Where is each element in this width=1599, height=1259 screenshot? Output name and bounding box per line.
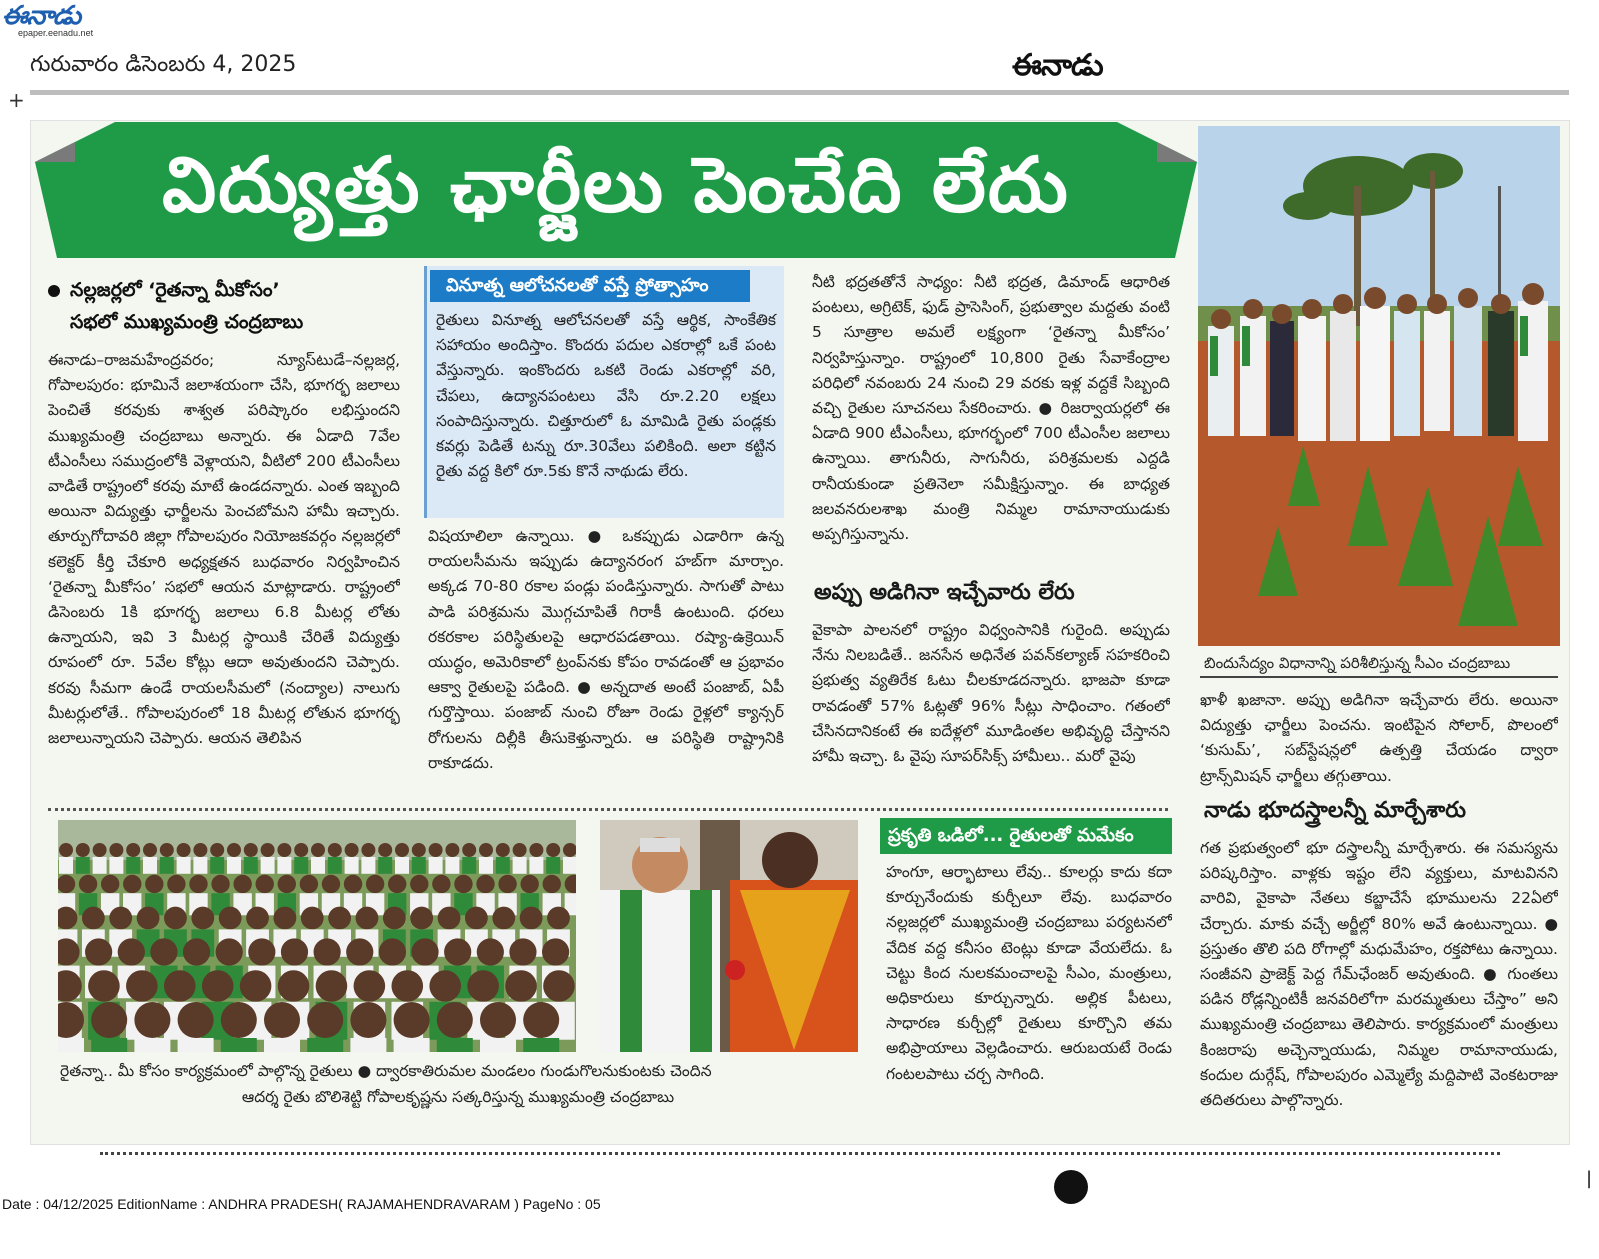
crowd-head [314,938,341,965]
crowd-head [273,907,296,930]
crowd-head [300,875,318,893]
crowd-head [216,938,243,965]
crowd-head [345,843,359,857]
crowd-head [202,970,234,1002]
crowd-head [183,938,210,965]
crowd-head [88,970,120,1002]
body-column-2-text: విషయాలిలా ఉన్నాయి. ● ఒకప్పుడు ఎడారిగా ఉన్న రాయలసీమను ఇప్పుడు ఉద్యానరంగ హబ్‌గా మార్చాం. అక్కడ 70-80 రకాల పండ్లు పండిస్తున్నారు. సాగుతో పాటు పాడి పరిశ్రమను మొగ్గచూపితే గిరాకీ ఉంటుంది. ధరలు రకరకాల పరిస్థితులపై ఆధారపడతాయి. రష్యా-ఉక్రెయిన్ యుద్ధం, అమెరికాలో ట్రంప్‌నకు కోపం రావడంతో ఆ ప్రభావం ఆక్వా రైతులపై పడింది. ● అన్నదాత అంటే పంజాబ్, ఏపీ గుర్తొస్తాయి. పంజాబ్ నుంచి రోజూ రెండు రైళ్లలో క్యాన్సర్ రోగులను దిల్లీకి తీసుకెళ్తున్నారు. ఆ పరిస్థితి రాష్ట్రానికి రాకూడదు. [428,527,784,772]
photo-caption-right: బిందుసేద్యం విధానాన్ని పరిశీలిస్తున్న సీఎం చంద్రబాబు [1200,648,1558,678]
crowd-head [294,843,308,857]
crowd-body [394,1038,430,1052]
crowd-head [244,843,258,857]
crowd-body [513,857,527,874]
crowd-head [160,843,174,857]
crowd-head [109,907,132,930]
crowd-head [281,938,308,965]
crowd-head [477,938,504,965]
logo-url: epaper.eenadu.net [18,28,94,38]
crowd-head [411,938,438,965]
crowd-body [93,857,107,874]
crowd-body [345,857,359,874]
bullet-icon [48,285,60,297]
kicker [48,274,408,338]
crowd-head [118,938,145,965]
crowd-head [432,875,450,893]
crowd-body [395,857,409,874]
crowd-head [278,970,310,1002]
crowd-head [79,875,97,893]
crowd-head [219,907,242,930]
crowd-head [520,907,543,930]
crowd-body [328,857,342,874]
crowd-head [240,970,272,1002]
body-column-3 [812,270,1170,574]
drip-irrigation-photo[interactable] [1198,126,1560,646]
body-column-3b [812,618,1170,796]
crowd-body [178,1038,214,1052]
crowd-body [109,857,123,874]
crowd-body [264,1038,300,1052]
crowd-head [227,843,241,857]
crowd-body [479,857,493,874]
crowd-head [246,907,269,930]
crowd-head [509,938,536,965]
crowd-body [58,1038,84,1052]
crowd-head [221,1002,257,1038]
crowd-body [76,857,90,874]
crowd-head [76,843,90,857]
crowd-body [496,857,510,874]
crop-mark-right-icon: | [1586,1168,1593,1189]
crowd-head [189,875,207,893]
crowd-head [211,875,229,893]
felicitation-photo[interactable] [600,820,858,1052]
crowd-head [164,970,196,1002]
crowd-head [350,1002,386,1038]
crowd-head [328,907,351,930]
eenadu-logo[interactable] [2,2,122,42]
crowd-body [261,857,275,874]
subheading-land-records: నాడు భూదస్త్రాలన్నీ మార్చేశారు [1204,798,1466,823]
sidebar-box-blue-text: రైతులు వినూత్న ఆలోచనలతో వస్తే ఆర్థిక, సాంకేతిక సహాయం అందిస్తాం. కొందరు పదుల ఎకరాల్లో ఒకే పంట వేస్తున్నారు. ఇంకొందరు ఒకటి రెండు ఎకరాల్లో వరి, చేపలు, ఉద్యానపంటలు వేసి రూ.2.20 లక్షలు సంపాదిస్తున్నారు. చిత్తూరులో ఓ మామిడి రైతు పండ్లకు కవర్లు పెడితే టన్ను రూ.30వేలు పలికింది. అలా కట్టిన రైతు వద్ద కిలో రూ.5కు కొనే నాథుడు లేరు. [436,311,776,481]
crowd-head [546,843,560,857]
crowd-head [410,907,433,930]
farmers-crowd-photo[interactable] [58,820,576,1052]
crowd-head [467,970,499,1002]
crowd-head [498,875,516,893]
crowd-body [227,857,241,874]
photo-caption-bottom [60,1058,856,1110]
crowd-body [307,1038,343,1052]
crowd-head [256,875,274,893]
crowd-body [412,857,426,874]
crowd-head [356,907,379,930]
crowd-head [547,907,570,930]
crowd-head [85,938,112,965]
crowd-body [523,1038,559,1052]
crowd-head [301,907,324,930]
dateline: గురువారం డిసెంబరు 4, 2025 [30,52,297,77]
felicitation-illustration [600,820,858,1052]
crowd-body [221,1038,257,1052]
masthead: ఈనాడు [1012,48,1103,83]
crowd-head [462,843,476,857]
crowd-head [322,875,340,893]
photo-caption-bottom-line1: రైతన్నా.. మీ కోసం కార్యక్రమంలో పాల్గొన్న రైతులు ● ద్వారకాతిరుమల మండలం గుండుగొలనుకుంటకు చెందిన [60,1062,712,1080]
crowd-head [191,907,214,930]
crowd-body [294,857,308,874]
crowd-head [354,970,386,1002]
crowd-head [210,843,224,857]
body-column-1-text: ఈనాడు–రాజమహేంద్రవరం; న్యూస్‌టుడే–నల్లజర్ల, గోపాలపురం: భూమినే జలాశయంగా చేసి, భూగర్భ జలాలు పెంచితే కరవుకు శాశ్వత పరిష్కారం లభిస్తుందని ముఖ్యమంత్రి చంద్రబాబు అన్నారు. ఈ ఏడాది 7వేల టీఎంసీలు సముద్రంలోకి వెళ్లాయని, వీటిలో 200 టీఎంసీలు వాడితే రాష్ట్రంలో కరవు మాటే ఉండదన్నారు. ఎంత ఇబ్బంది అయినా విద్యుత్తు ఛార్జీలను పెంచబోమని హామీ ఇచ్చారు. తూర్పుగోదావరి జిల్లా గోపాలపురం నియోజకవర్గం నల్లజర్లలో కలెక్టర్ కీర్తి చేకూరి అధ్యక్షతన బుధవారం నిర్వహించిన ‘రైతన్నా మీకోసం’ సభలో ఆయన మాట్లాడారు. రాష్ట్రంలో డిసెంబరు 1కి భూగర్భ జలాలు 6.8 మీటర్ల లోతు ఉన్నాయని, ఇవి 3 మీటర్ల స్థాయికి చేరితే విద్యుత్తు రూపంలో రూ. 5వేల కోట్లు ఆదా అవుతుందని చెప్పారు. కరవు సీమగా ఉండే రాయలసీమలో (నంద్యాల) నాలుగు మీటర్లులోతే.. గోపాలపురంలో 18 మీటర్ల లోతున భూగర్భ జలాలున్నాయని చెప్పారు. ఆయన తెలిపిన [48,351,400,748]
sidebar-box-green-heading: ప్రకృతి ఒడిలో... రైతులతో మమేకం [880,818,1172,854]
crowd-head [101,875,119,893]
crowd-head [513,843,527,857]
crowd-body [193,857,207,874]
crowd-head [91,1002,127,1038]
crowd-head [410,875,428,893]
dotted-divider [48,808,1168,811]
crowd-head [496,843,510,857]
sidebar-box-blue-heading: వినూత్న ఆలోచనలతో వస్తే ప్రోత్సాహం [430,270,750,302]
crowd-head [316,970,348,1002]
crowd-head [328,843,342,857]
crowd-head [520,875,538,893]
crowd-head [143,843,157,857]
crowd-head [93,843,107,857]
drip-irrigation-illustration [1198,126,1560,646]
crowd-body [462,857,476,874]
crowd-head [82,907,105,930]
crowd-head [264,1002,300,1038]
crowd-head [388,875,406,893]
crowd-body [529,857,543,874]
crowd-body [546,857,560,874]
crowd-body [91,1038,127,1052]
crowd-head [134,1002,170,1038]
photo-caption-bottom-line2: ఆదర్శ రైతు బొలిశెట్టి గోపాలకృష్ణను సత్కరిస్తున్న ముఖ్యమంత్రి చంద్రబాబు [241,1088,675,1106]
crowd-head [444,938,471,965]
crowd-body [480,1038,516,1052]
crowd-body [429,857,443,874]
body-column-3-text: నీటి భద్రతతోనే సాధ్యం: నీటి భద్రత, డిమాండ్ ఆధారిత పంటలు, అగ్రిటెక్, ఫుడ్ ప్రాసెసింగ్, ప్రభుత్వాల మద్దతు వంటి 5 సూత్రాల అమలే లక్ష్యంగా ‘రైతన్నా మీకోసం’ నిర్వహిస్తున్నాం. రాష్ట్రంలో 10,800 రైతు సేవాకేంద్రాల పరిధిలో నవంబరు 24 నుంచి 29 వరకు ఇళ్ల వద్దకే సిబ్బంది వచ్చి రైతుల సూచనలు సేకరించారు. ● రిజర్వాయర్లలో ఈ ఏడాది 900 టీఎంసీలు, భూగర్భంలో 700 టీఎంసీల జలాలు ఉన్నాయి. తాగునీరు, సాగునీరు, పరిశ్రమలకు ఎద్దడి రానీయకుండా ప్రతినెలా సమీక్షిస్తున్నాం. ఈ బాధ్యత జలవనరులశాఖ మంత్రి నిమ్మల రామానాయుడుకు అప్పగిస్తున్నాను. [812,273,1170,544]
crop-mark-icon: + [8,88,25,112]
crowd-body [445,857,459,874]
crowd-head [177,843,191,857]
crowd-head [109,843,123,857]
crowd-head [476,875,494,893]
crowd-body [350,1038,386,1052]
crowd-head [465,907,488,930]
crowd-head [59,843,73,857]
headline: విద్యుత్తు ఛార్జీలు పెంచేది లేదు [162,140,1070,229]
crowd-head [454,875,472,893]
crowd-head [523,1002,559,1038]
crowd-head [543,970,575,1002]
kicker-line1: నల్లజర్లలో ‘రైతన్నా మీకోసం’ [70,279,280,301]
crowd-body [177,857,191,874]
kicker-line2: సభలో ముఖ్యమంత్రి చంద్రబాబు [70,311,304,333]
crowd-illustration [58,820,576,1052]
crowd-head [479,843,493,857]
crowd-body [160,857,174,874]
crowd-head [137,907,160,930]
crowd-head [394,1002,430,1038]
crowd-head [164,907,187,930]
crowd-head [193,843,207,857]
crowd-body [134,1038,170,1052]
crowd-head [542,938,569,965]
crowd-body [210,857,224,874]
crowd-head [311,843,325,857]
crowd-head [123,875,141,893]
crowd-head [145,875,163,893]
crowd-body [378,857,392,874]
crowd-head [233,875,251,893]
crowd-body [361,857,375,874]
crowd-head [126,970,158,1002]
sidebar-box-green-text-wrap [886,860,1172,1130]
crowd-head [366,875,384,893]
headline-band [35,122,1197,260]
logo-text: ఈనాడు [2,1,81,31]
body-column-4 [1200,688,1558,788]
crowd-head [277,843,291,857]
sidebar-box-green-text: హంగూ, ఆర్భాటాలు లేవు.. కూలర్లు కాదు కదా కూర్చునేందుకు కుర్చీలూ లేవు. బుధవారం నల్లజర్లలో ముఖ్యమంత్రి చంద్రబాబు పర్యటనలో వేదిక వద్ద కనీసం టెంట్లు కూడా వేయలేదు. ఓ చెట్టు కింద నులకమంచాలపై సీఎం, మంత్రులు, అధికారులు కూర్చున్నారు. అల్లిక పీటలు, సాధారణ కుర్చీల్లో రైతులు కూర్చొని తమ అభిప్రాయాలు వెల్లడించారు. ఆరుబయటే రెండు గంటలపాటు చర్చ సాగింది. [886,863,1172,1083]
top-rule [30,90,1569,95]
crowd-head [412,843,426,857]
crowd-head [429,843,443,857]
body-column-4b [1200,836,1558,1136]
body-column-2 [428,524,784,794]
crowd-head [505,970,537,1002]
footer-dotted-rule [100,1152,1500,1155]
crowd-body [126,857,140,874]
crowd-head [307,1002,343,1038]
crowd-head [438,907,461,930]
crowd-head [383,907,406,930]
crowd-head [379,938,406,965]
crowd-head [395,843,409,857]
crowd-head [261,843,275,857]
crowd-head [126,843,140,857]
crowd-head [150,938,177,965]
footer-edition-meta: Date : 04/12/2025 EditionName : ANDHRA PRADESH( RAJAMAHENDRAVARAM ) PageNo : 05 [2,1196,601,1212]
crowd-body [563,857,576,874]
crowd-head [378,843,392,857]
crowd-head [361,843,375,857]
page-marker-icon [1054,1170,1088,1204]
crowd-head [529,843,543,857]
crowd-head [344,875,362,893]
body-column-1 [48,348,400,792]
crowd-head [480,1002,516,1038]
body-column-4-text: ఖాళీ ఖజానా. అప్పు అడిగినా ఇచ్చేవారు లేరు. అయినా విద్యుత్తు ఛార్జీలు పెంచను. ఇంటిపైన సోలార్, పొలంలో ‘కుసుమ్’, సబ్‌స్టేషన్లలో ఉత్పత్తి చేయడం ద్వారా ట్రాన్స్‌మిషన్ ఛార్జీలు తగ్గుతాయి. [1200,691,1558,785]
crowd-head [278,875,296,893]
crowd-body [437,1038,473,1052]
crowd-head [543,875,561,893]
crowd-head [167,875,185,893]
crowd-head [437,1002,473,1038]
crowd-body [311,857,325,874]
body-column-3b-text: వైకాపా పాలనలో రాష్ట్రం విధ్వంసానికి గురైంది. అప్పుడు నేను నిలబడితే.. జనసేన అధినేత పవన్‌కల్యాణ్ సహకరించి ప్రభుత్వ వ్యతిరేక ఓటు చీలకూడదన్నారు. భాజపా కూడా రావడంతో 57% ఓట్లతో 96% సీట్లు సాధించాం. గతంలో చేసినదానికంటే ఈ ఐదేళ్లలో మూడింతల అభివృద్ధి చేస్తానని హామీ ఇచ్చా. ఓ వైపు సూపర్‌సిక్స్ హామీలు.. మరో వైపు [812,621,1170,766]
crowd-head [248,938,275,965]
crowd-body [59,857,73,874]
crowd-body [143,857,157,874]
body-column-4b-text: గత ప్రభుత్వంలో భూ దస్త్రాలన్నీ మార్చేశారు. ఈ సమస్యను పరిష్కరిస్తాం. వాళ్లకు ఇష్టం లేని వ్యక్తులు, మాటవినని వారివి, వైకాపా నేతలు కబ్జాచేసే భూములను 22ఏలో చేర్చారు. మాకు వచ్చే అర్జీల్లో 80% అవే ఉంటున్నాయి. ● ప్రస్తుతం తొలి పది రోగాల్లో మధుమేహం, రక్తపోటు ఉన్నాయి. సంజీవని ప్రాజెక్ట్ పెద్ద గేమ్‌ఛేంజర్ అవుతుంది. ● గుంతలు పడిన రోడ్లన్నింటికీ జనవరిలోగా మరమ్మతులు చేస్తాం” అని ముఖ్యమంత్రి చంద్రబాబు తెలిపారు. కార్యక్రమంలో మంత్రులు కింజరాపు అచ్చెన్నాయుడు, నిమ్మల రామానాయుడు, కందుల దుర్గేష్, గోపాలపురం ఎమ్మెల్యే మద్దిపాటి వెంకటరాజు తదితరులు పాల్గొన్నారు. [1200,839,1558,1110]
crowd-body [244,857,258,874]
crowd-head [429,970,461,1002]
crowd-body [277,857,291,874]
crowd-head [445,843,459,857]
crowd-head [346,938,373,965]
subheading-debt: అప్పు అడిగినా ఇచ్చేవారు లేరు [814,580,1075,605]
crowd-head [492,907,515,930]
crowd-head [178,1002,214,1038]
crowd-head [391,970,423,1002]
